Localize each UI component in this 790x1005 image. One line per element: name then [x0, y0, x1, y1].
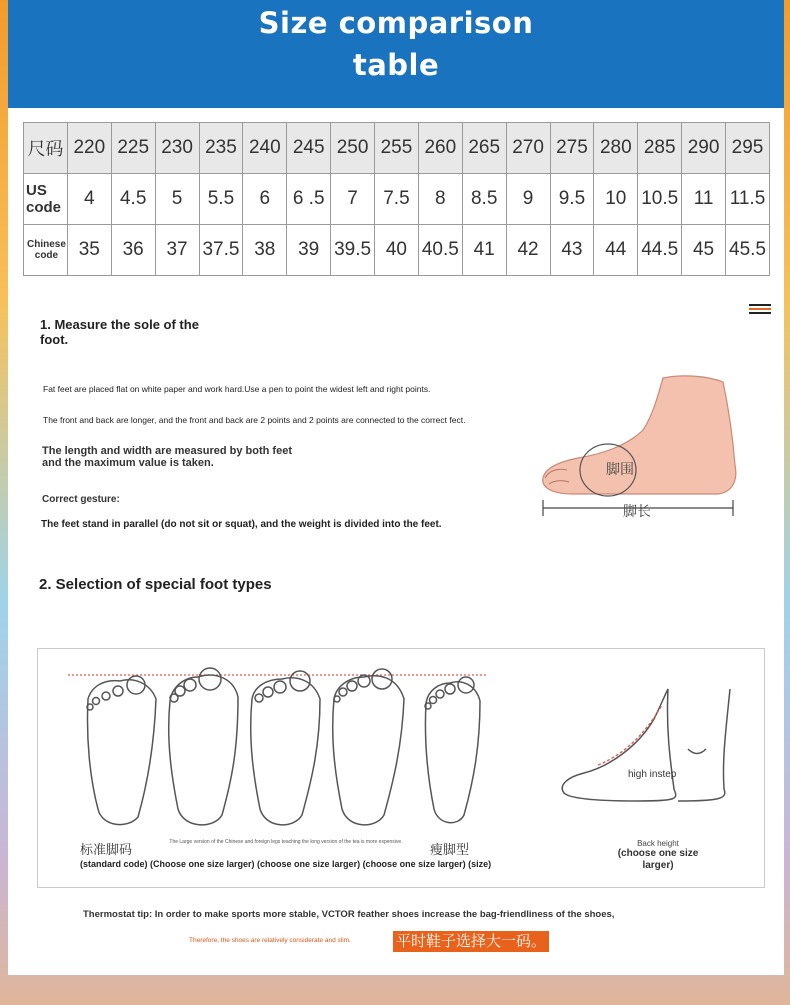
tip-highlight: 平时鞋子选择大一码。 — [393, 931, 549, 952]
size-row-us — [24, 174, 770, 225]
table-cell: 265 — [462, 123, 506, 174]
table-cell: 9.5 — [550, 174, 594, 225]
length-label: 脚长 — [623, 504, 651, 520]
page-title-line2: table — [352, 48, 440, 82]
back-height-label: Back height — [637, 839, 679, 848]
label-thin: 瘦脚型 — [430, 843, 470, 858]
section1-title: 1. Measure the sole of the foot. — [40, 317, 199, 347]
table-cell: 45 — [682, 225, 726, 276]
table-cell: 40.5 — [418, 225, 462, 276]
table-cell: 36 — [111, 225, 155, 276]
table-cell: 11 — [682, 174, 726, 225]
page-card — [8, 0, 784, 975]
table-cell: 270 — [506, 123, 550, 174]
table-cell: 295 — [726, 123, 770, 174]
table-cell: 9 — [506, 174, 550, 225]
table-cell: 10.5 — [638, 174, 682, 225]
girth-label: 脚围 — [606, 462, 634, 478]
table-cell: 240 — [243, 123, 287, 174]
row-label-size: 尺码 — [24, 123, 68, 174]
table-cell: 6 — [243, 174, 287, 225]
table-cell: 39.5 — [331, 225, 375, 276]
table-cell: 7.5 — [375, 174, 419, 225]
foot-types-row-label: (standard code) (Choose one size larger) (choose one size larger) (choose one size larger) (size) — [80, 859, 492, 869]
table-cell: 275 — [550, 123, 594, 174]
table-cell: 220 — [67, 123, 111, 174]
table-cell: 285 — [638, 123, 682, 174]
page-title-line1: Size comparison — [258, 6, 534, 40]
table-cell: 255 — [375, 123, 419, 174]
foot-types-panel — [37, 648, 765, 888]
table-cell: 8.5 — [462, 174, 506, 225]
title-banner — [8, 0, 784, 108]
table-cell: 250 — [331, 123, 375, 174]
back-height-note: (choose one size larger) — [617, 848, 699, 871]
table-cell: 8 — [418, 174, 462, 225]
row-label-chinese: Chinese code — [24, 225, 68, 276]
section1-para3: The length and width are measured by both feet and the maximum value is taken. — [42, 445, 292, 469]
high-instep-label: high instep — [628, 769, 677, 780]
menu-icon[interactable] — [749, 304, 771, 316]
row-label-us: US code — [24, 174, 68, 225]
label-standard: 标准脚码 — [80, 843, 133, 858]
table-cell: 37 — [155, 225, 199, 276]
size-table — [23, 122, 770, 276]
table-cell: 10 — [594, 174, 638, 225]
gesture-text: The feet stand in parallel (do not sit or squat), and the weight is divided into the feet. — [41, 519, 442, 530]
table-cell: 245 — [287, 123, 331, 174]
gesture-label: Correct gesture: — [42, 494, 120, 505]
table-cell: 41 — [462, 225, 506, 276]
table-cell: 38 — [243, 225, 287, 276]
table-cell: 45.5 — [726, 225, 770, 276]
tip-line2: Therefore, the shoes are relatively considerate and slim. — [189, 937, 351, 944]
table-cell: 4.5 — [111, 174, 155, 225]
size-row-cn — [24, 123, 770, 174]
table-cell: 5 — [155, 174, 199, 225]
table-cell: 37.5 — [199, 225, 243, 276]
section2-title: 2. Selection of special foot types — [39, 576, 272, 593]
table-cell: 7 — [331, 174, 375, 225]
table-cell: 42 — [506, 225, 550, 276]
foot-measure-illustration — [533, 370, 743, 525]
table-cell: 44.5 — [638, 225, 682, 276]
table-cell: 290 — [682, 123, 726, 174]
section1-para2: The front and back are longer, and the front and back are 2 points and 2 points are connected to the correct fect. — [43, 415, 466, 425]
table-cell: 225 — [111, 123, 155, 174]
table-cell: 40 — [375, 225, 419, 276]
table-cell: 4 — [67, 174, 111, 225]
table-cell: 44 — [594, 225, 638, 276]
table-cell: 6 .5 — [287, 174, 331, 225]
section1-para1: Fat feet are placed flat on white paper and work hard.Use a pen to point the widest left and right points. — [43, 384, 431, 394]
table-cell: 39 — [287, 225, 331, 276]
table-cell: 260 — [418, 123, 462, 174]
table-cell: 11.5 — [726, 174, 770, 225]
table-cell: 35 — [67, 225, 111, 276]
table-cell: 43 — [550, 225, 594, 276]
tiny-note: The Large version of the Chinese and foreign legs teaching the long version of the tea is more expensive. — [169, 839, 403, 845]
table-cell: 280 — [594, 123, 638, 174]
table-cell: 235 — [199, 123, 243, 174]
tip-line1: Thermostat tip: In order to make sports more stable, VCTOR feather shoes increase the bag-friendliness of the shoes, — [83, 909, 615, 920]
table-cell: 5.5 — [199, 174, 243, 225]
size-row-chinese — [24, 225, 770, 276]
table-cell: 230 — [155, 123, 199, 174]
